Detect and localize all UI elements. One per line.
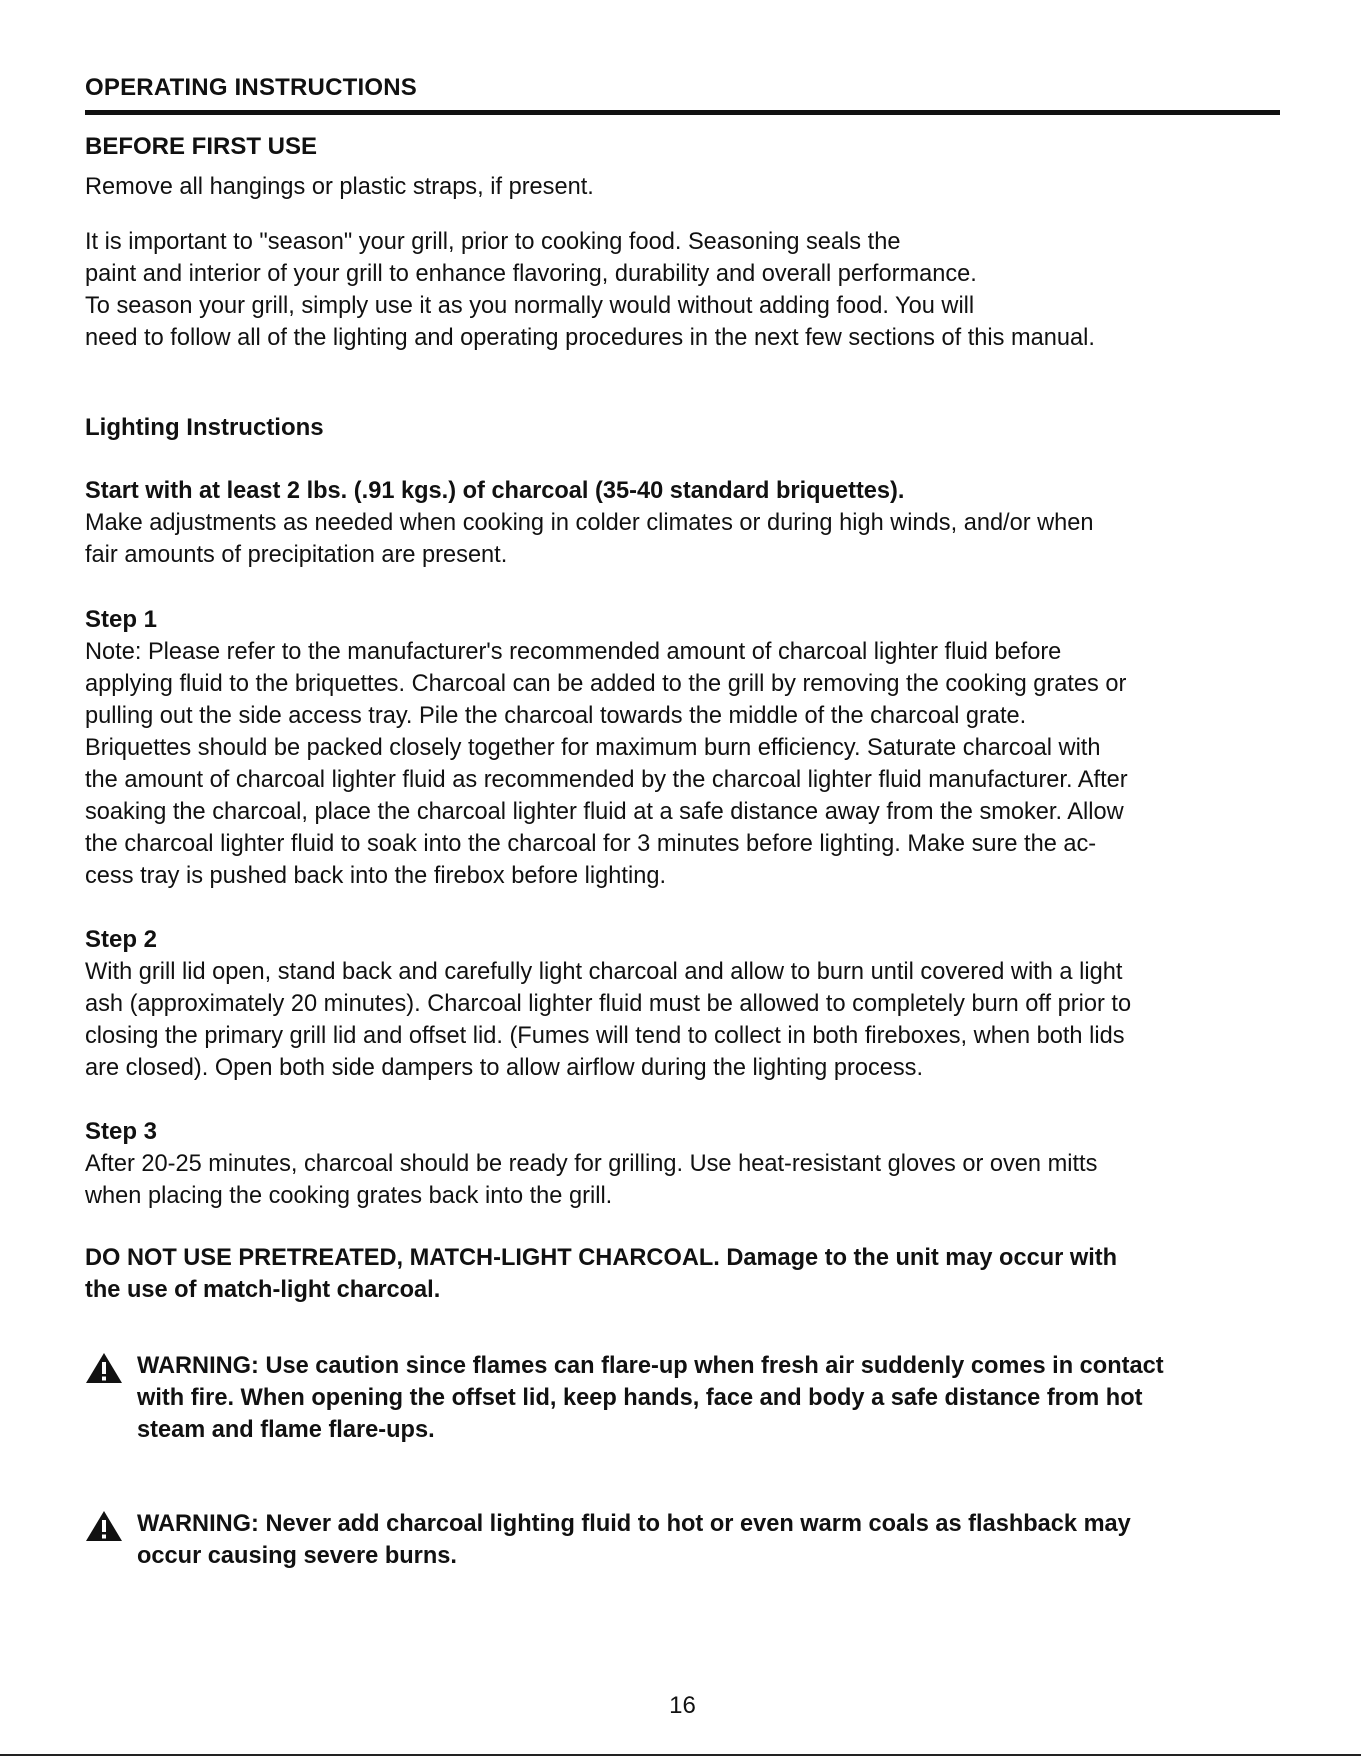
paragraph-line: closing the primary grill lid and offset lid. (Fumes will tend to collect in both fireboxes, when both lids — [85, 1023, 1125, 1049]
lighting-instructions-heading: Lighting Instructions — [85, 414, 324, 441]
remove-hangings-paragraph — [85, 171, 1280, 203]
step-2-heading: Step 2 — [85, 926, 158, 953]
step-3-heading: Step 3 — [85, 1118, 158, 1145]
paragraph-line: the amount of charcoal lighter fluid as recommended by the charcoal lighter fluid manufacturer. After — [85, 767, 1128, 793]
warning-line: with fire. When opening the offset lid, keep hands, face and body a safe distance from hot — [137, 1385, 1143, 1411]
lighting-intro-paragraph — [85, 475, 1280, 571]
warning-line: WARNING: Use caution since flames can flare-up when fresh air suddenly comes in contact — [137, 1353, 1164, 1379]
paragraph-line: Note: Please refer to the manufacturer's recommended amount of charcoal lighter fluid before — [85, 639, 1062, 665]
charcoal-amount-line: Start with at least 2 lbs. (.91 kgs.) of charcoal (35-40 standard briquettes). — [85, 478, 905, 504]
paragraph-line: Remove all hangings or plastic straps, if present. — [85, 174, 594, 200]
section-title: OPERATING INSTRUCTIONS — [85, 74, 417, 101]
paragraph-line: Briquettes should be packed closely together for maximum burn efficiency. Saturate charcoal with — [85, 735, 1101, 761]
step-1-heading: Step 1 — [85, 606, 158, 633]
caution-line: the use of match-light charcoal. — [85, 1277, 441, 1303]
warning-text — [137, 1350, 1164, 1446]
step-2-body — [85, 956, 1280, 1084]
paragraph-line: when placing the cooking grates back into the grill. — [85, 1183, 613, 1209]
match-light-caution — [85, 1242, 1280, 1306]
manual-page — [85, 0, 1280, 1761]
warning-line: occur causing severe burns. — [137, 1543, 457, 1569]
header-divider — [85, 110, 1280, 115]
paragraph-line: are closed). Open both side dampers to allow airflow during the lighting process. — [85, 1055, 924, 1081]
paragraph-line: With grill lid open, stand back and carefully light charcoal and allow to burn until covered with a light — [85, 959, 1123, 985]
paragraph-line: fair amounts of precipitation are present. — [85, 542, 508, 568]
paragraph-line: After 20-25 minutes, charcoal should be ready for grilling. Use heat-resistant gloves or oven mitts — [85, 1151, 1098, 1177]
step-3-body — [85, 1148, 1280, 1212]
warning-triangle-icon — [85, 1510, 123, 1542]
page-number: 16 — [669, 1692, 696, 1719]
paragraph-line: ash (approximately 20 minutes). Charcoal lighter fluid must be allowed to completely burn off prior to — [85, 991, 1132, 1017]
paragraph-line: To season your grill, simply use it as you normally would without adding food. You will — [85, 293, 975, 319]
paragraph-line: pulling out the side access tray. Pile the charcoal towards the middle of the charcoal grate. — [85, 703, 1027, 729]
warning-line: steam and flame flare-ups. — [137, 1417, 435, 1443]
paragraph-line: need to follow all of the lighting and operating procedures in the next few sections of this manual. — [85, 325, 1095, 351]
warning-triangle-icon — [85, 1352, 123, 1384]
paragraph-line: Make adjustments as needed when cooking in colder climates or during high winds, and/or when — [85, 510, 1094, 536]
paragraph-line: It is important to "season" your grill, prior to cooking food. Seasoning seals the — [85, 229, 901, 255]
paragraph-line: cess tray is pushed back into the firebox before lighting. — [85, 863, 666, 889]
paragraph-line: the charcoal lighter fluid to soak into the charcoal for 3 minutes before lighting. Make sure the ac- — [85, 831, 1097, 857]
caution-line: DO NOT USE PRETREATED, MATCH-LIGHT CHARCOAL. Damage to the unit may occur with — [85, 1245, 1118, 1271]
warning-text — [137, 1508, 1131, 1572]
footer-divider — [0, 1754, 1361, 1756]
before-first-use-heading: BEFORE FIRST USE — [85, 133, 318, 160]
seasoning-paragraph — [85, 226, 1280, 354]
warning-line: WARNING: Never add charcoal lighting fluid to hot or even warm coals as flashback may — [137, 1511, 1131, 1537]
paragraph-line: soaking the charcoal, place the charcoal lighter fluid at a safe distance away from the smoker. Allow — [85, 799, 1124, 825]
paragraph-line: applying fluid to the briquettes. Charcoal can be added to the grill by removing the cooking grates or — [85, 671, 1127, 697]
step-1-body — [85, 636, 1280, 892]
paragraph-line: paint and interior of your grill to enhance flavoring, durability and overall performance. — [85, 261, 977, 287]
